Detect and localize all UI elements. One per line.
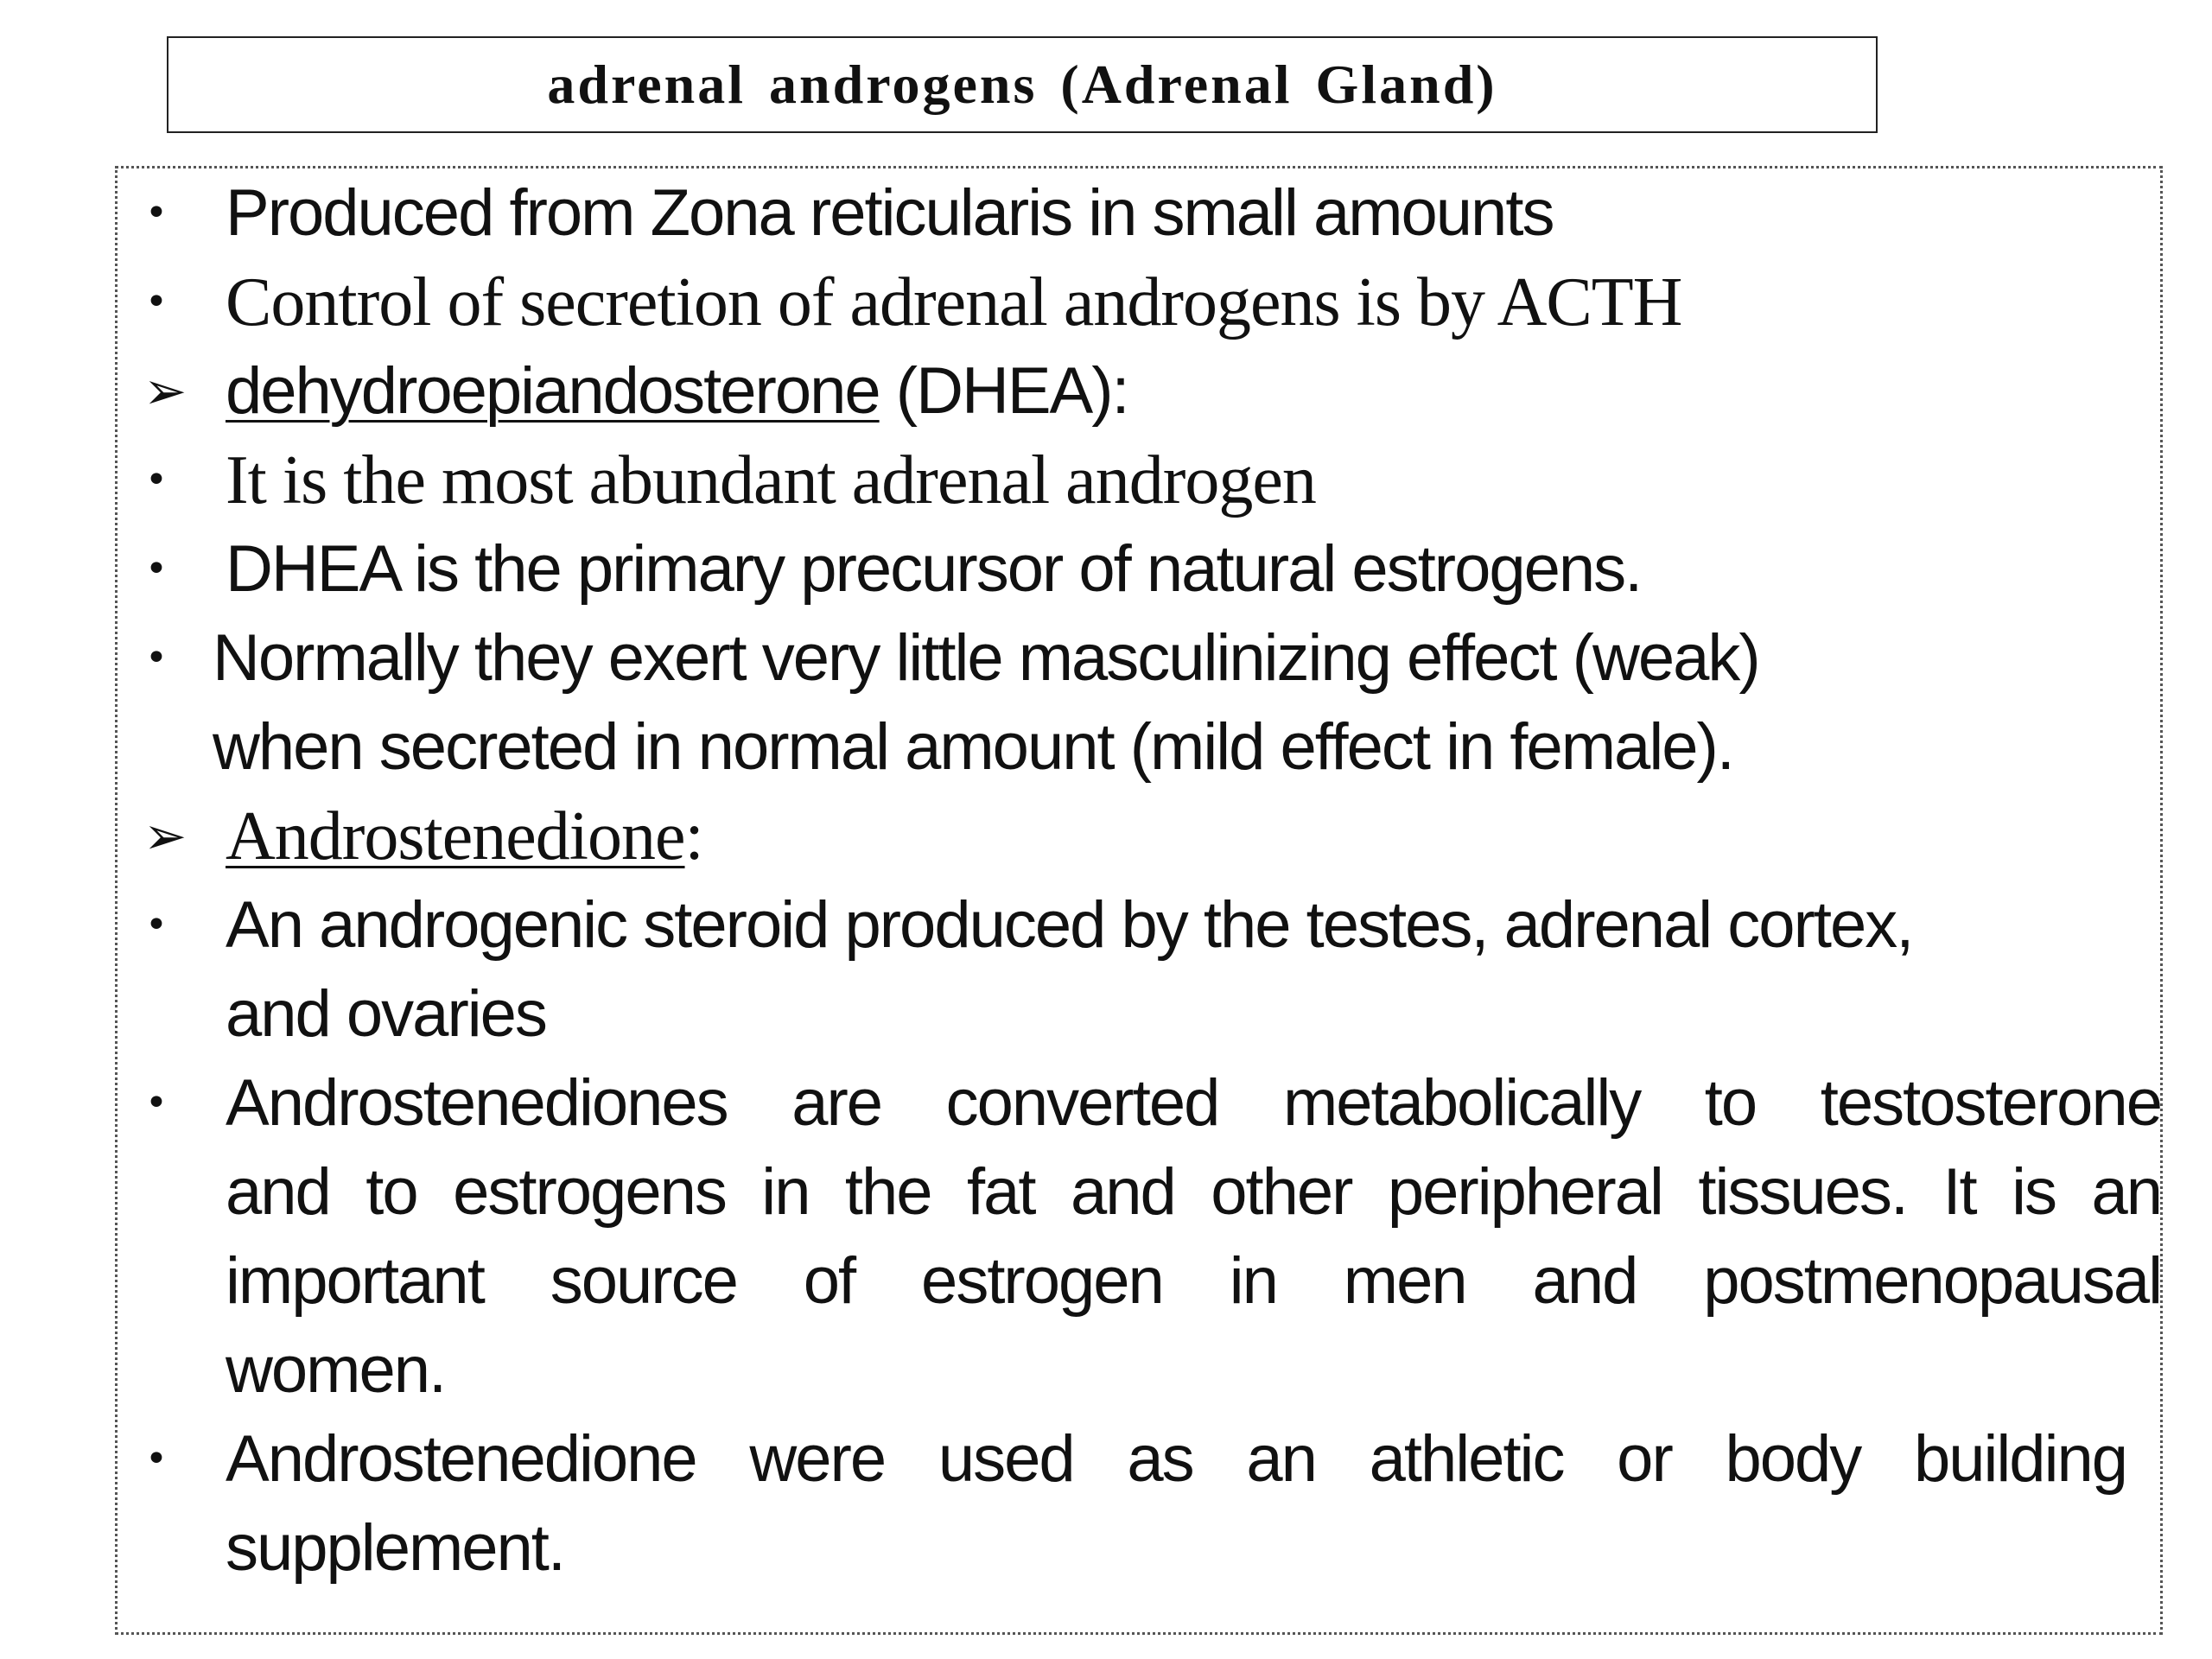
bullet-text: and ovaries xyxy=(226,977,546,1051)
bullet-text: An androgenic steroid produced by the testes, adrenal cortex, xyxy=(226,888,1913,962)
arrow-text xyxy=(226,791,703,881)
bullet-icon: • xyxy=(145,636,168,680)
underlined-term: Androstenedione xyxy=(226,798,685,874)
bullet-icon: • xyxy=(145,547,168,591)
bullet-icon: • xyxy=(145,1437,168,1481)
arrow-text xyxy=(226,346,1128,436)
bullet-text: when secreted in normal amount (mild effect in female). xyxy=(213,710,1733,784)
term-suffix: : xyxy=(684,798,703,874)
bullet-text: important source of estrogen in men and postmenopausal xyxy=(226,1244,2161,1318)
bullet-text: DHEA is the primary precursor of natural estrogens. xyxy=(226,532,1642,606)
bullet-text: It is the most abundant adrenal androgen xyxy=(226,442,1316,518)
content-box xyxy=(115,166,2163,1635)
bullet-icon: • xyxy=(145,280,168,324)
bullet-text: Control of secretion of adrenal androgens is by ACTH xyxy=(226,264,1682,340)
bullet-icon: • xyxy=(145,458,168,502)
bullet-text: and to estrogens in the fat and other peripheral tissues. It is an xyxy=(226,1155,2161,1229)
bullet-text: women. xyxy=(226,1333,446,1407)
bullet-text: supplement. xyxy=(226,1511,565,1585)
bullet-text: Normally they exert very little masculinizing effect (weak) xyxy=(213,621,1759,695)
bullet-icon: • xyxy=(145,903,168,947)
term-suffix: (DHEA): xyxy=(879,354,1128,428)
bullet-text: Produced from Zona reticularis in small amounts xyxy=(226,176,1554,250)
bullet-text: Androstenediones are converted metabolically to testosterone xyxy=(226,1066,2161,1140)
bullet-icon: • xyxy=(145,191,168,235)
bullet-text: Androstenedione were used as an athletic or body building xyxy=(226,1422,2126,1496)
arrow-icon: ➢ xyxy=(143,806,188,867)
title-box xyxy=(167,36,1878,133)
page-title: adrenal androgens (Adrenal Gland) xyxy=(547,54,1497,115)
arrow-icon: ➢ xyxy=(143,361,188,422)
bullet-icon: • xyxy=(145,1081,168,1125)
underlined-term: dehydroepiandosterone xyxy=(226,354,880,428)
